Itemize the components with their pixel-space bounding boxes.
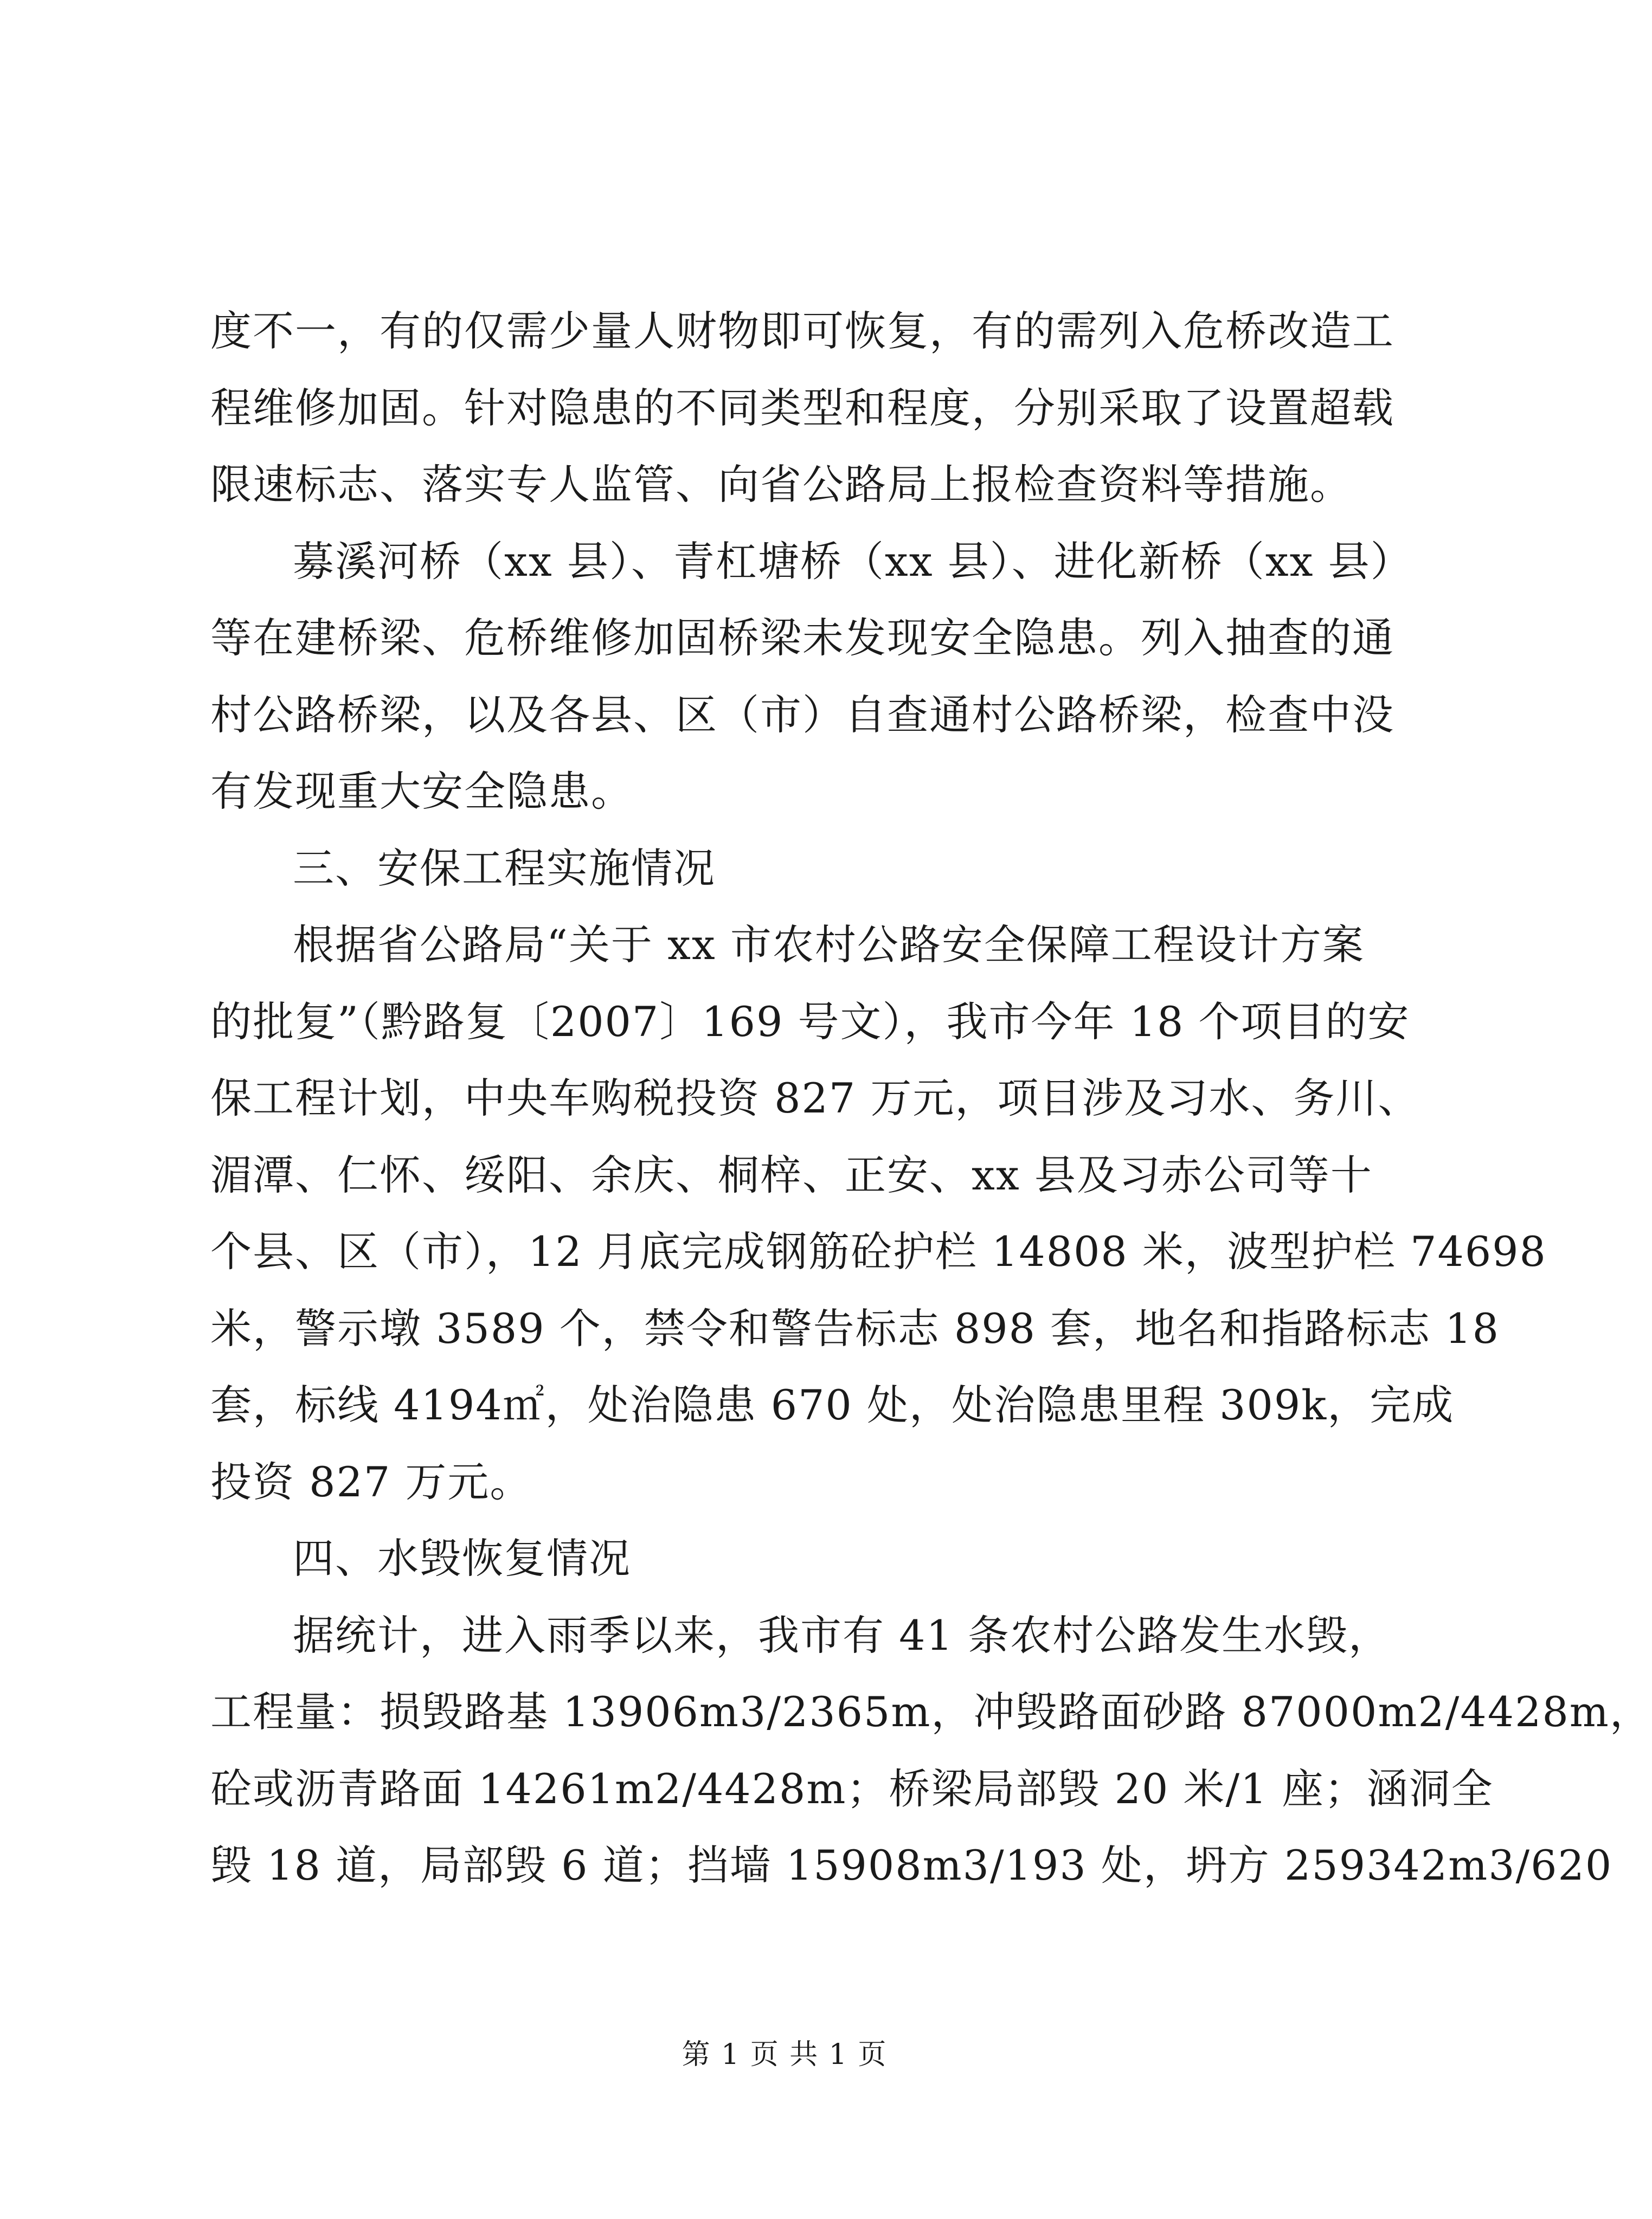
document-body (210, 293, 1652, 1904)
text-line: 的批复”（黔路复〔2007〕169 号文），我市今年 18 个项目的安 (210, 997, 1410, 1046)
text-line: 个县、区（市），12 月底完成钢筋砼护栏 14808 米，波型护栏 74698 (210, 1227, 1547, 1276)
text-line: 程维修加固。针对隐患的不同类型和程度，分别采取了设置超载 (210, 383, 1394, 432)
text-line: 有发现重大安全隐患。 (210, 767, 633, 815)
text-line: 募溪河桥（xx 县）、青杠塘桥（xx 县）、进化新桥（xx 县） (293, 537, 1413, 586)
text-line: 等在建桥梁、危桥维修加固桥梁未发现安全隐患。列入抽查的通 (210, 614, 1394, 662)
text-line: 投资 827 万元。 (210, 1457, 532, 1506)
text-line: 保工程计划，中央车购税投资 827 万元，项目涉及习水、务川、 (210, 1074, 1420, 1122)
page-footer (0, 2036, 1569, 2074)
text-line: 毁 18 道，局部毁 6 道；挡墙 15908m3/193 处，坍方 259342m3/620 (210, 1841, 1613, 1889)
section-heading: 四、水毁恢复情况 (293, 1534, 631, 1583)
text-line: 工程量：损毁路基 13906m3/2365m，冲毁路面砂路 87000m2/4428m， (210, 1688, 1652, 1736)
text-line: 限速标志、落实专人监管、向省公路局上报检查资料等措施。 (210, 460, 1352, 509)
text-line: 砼或沥青路面 14261m2/4428m；桥梁局部毁 20 米/1 座；涵洞全 (210, 1764, 1494, 1813)
section-heading: 三、安保工程实施情况 (293, 844, 716, 892)
page-number: 第 1 页 共 1 页 (682, 2038, 888, 2071)
text-line: 根据省公路局“关于 xx 市农村公路安全保障工程设计方案 (293, 921, 1365, 969)
text-line: 米，警示墩 3589 个，禁令和警告标志 898 套，地名和指路标志 18 (210, 1304, 1500, 1353)
text-line: 度不一，有的仅需少量人财物即可恢复，有的需列入危桥改造工 (210, 307, 1394, 355)
text-line: 套，标线 4194㎡，处治隐患 670 处，处治隐患里程 309k，完成 (210, 1381, 1455, 1429)
text-line: 湄潭、仁怀、绥阳、余庆、桐梓、正安、xx 县及习赤公司等十 (210, 1150, 1373, 1199)
text-line: 据统计，进入雨季以来，我市有 41 条农村公路发生水毁， (293, 1611, 1391, 1660)
text-line: 村公路桥梁，以及各县、区（市）自查通村公路桥梁，检查中没 (210, 690, 1394, 739)
